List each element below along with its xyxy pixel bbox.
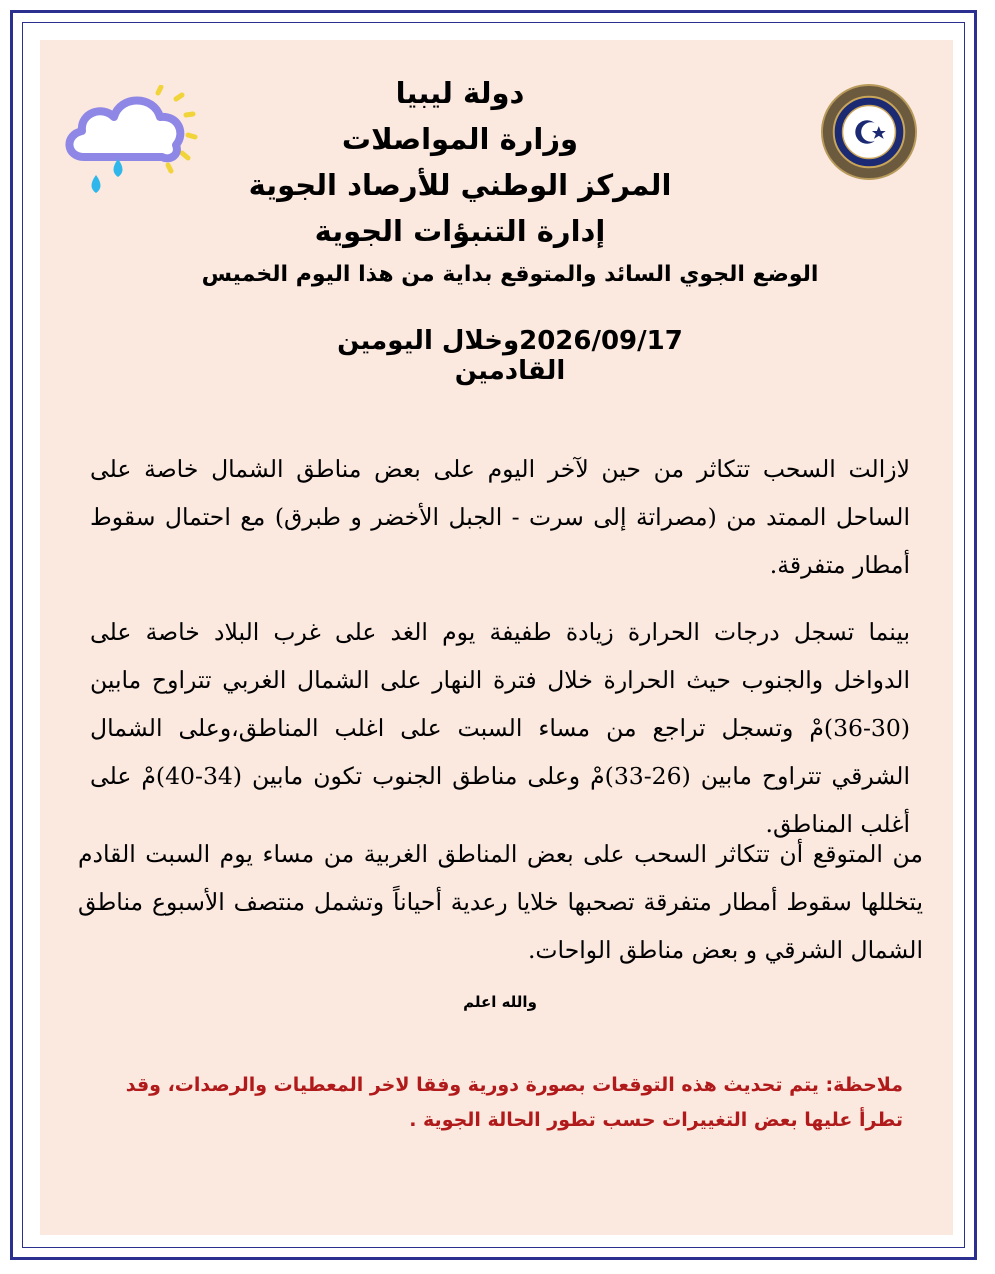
ministry-logo	[820, 83, 918, 181]
paragraph-outlook: من المتوقع أن تتكاثر السحب على بعض المناطق الغربية من مساء يوم السبت القادم يتخللها سقوط أمطار متفرقة تصحبها خلايا رعدية أحياناً وتشمل منتصف الأسبوع مناطق الشمال الشرقي و بعض مناطق الواحات.	[78, 840, 923, 964]
closing-phrase: والله اعلم	[463, 993, 537, 1011]
center-name: المركز الوطني للأرصاد الجوية	[248, 168, 672, 202]
bulletin-subtitle: الوضع الجوي السائد والمتوقع بداية من هذا اليوم الخميس	[201, 262, 819, 287]
update-note: ملاحظة: يتم تحديث هذه التوقعات بصورة دورية وفقا لاخر المعطيات والرصدات، وقد تطرأ عليها بعض التغييرات حسب تطور الحالة الجوية .	[125, 1074, 903, 1131]
paragraph-temperature: بينما تسجل درجات الحرارة زيادة طفيفة يوم الغد على غرب البلاد خاصة على الدواخل والجنوب حيث الحرارة خلال فترة النهار على الشمال الغربي تتراوح مابين (30-36)مْ وتسجل تراجع من مساء السبت على اغلب المناطق،وعلى الشمال الشرقي تتراوح مابين (26-33)مْ وعلى مناطق الجنوب تكون مابين (34-40)مْ على أغلب المناطق.	[90, 618, 911, 838]
header-block	[160, 70, 760, 254]
ministry-name: وزارة المواصلات	[341, 122, 579, 156]
country-name: دولة ليبيا	[395, 76, 525, 110]
paragraph-clouds: لازالت السحب تتكاثر من حين لآخر اليوم على بعض مناطق الشمال خاصة على الساحل الممتد من (مصراتة إلى سرت - الجبل الأخضر و طبرق) مع احتمال سقوط أمطار متفرقة.	[90, 455, 910, 579]
department-name: إدارة التنبؤات الجوية	[314, 214, 606, 248]
bulletin-date: 2026/09/17وخلال اليومين القادمين	[337, 326, 683, 386]
